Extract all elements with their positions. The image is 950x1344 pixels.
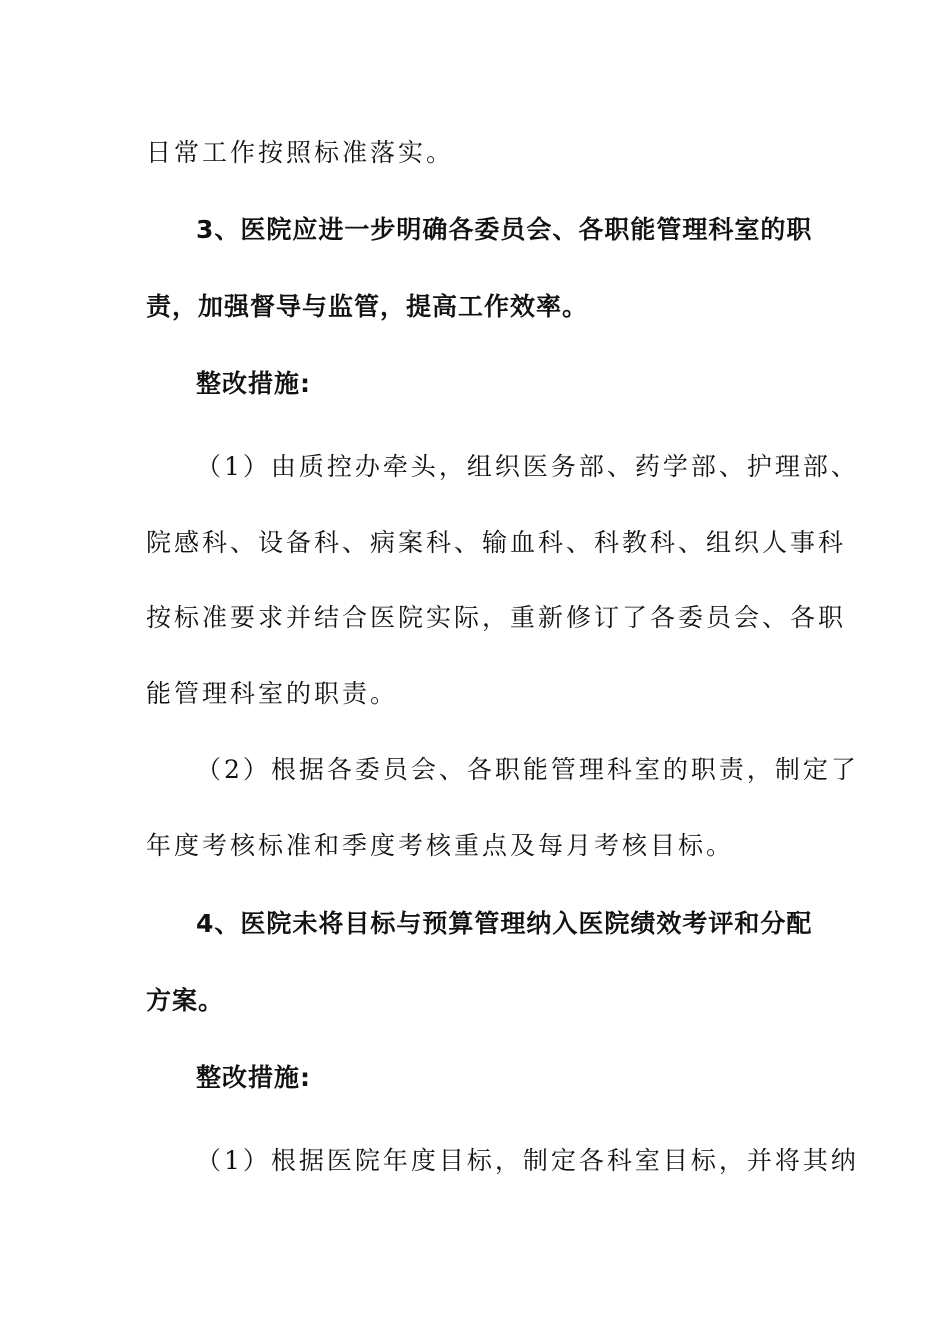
section-heading-3: 3、医院应进一步明确各委员会、各职能管理科室的职	[196, 215, 813, 244]
measure-item-1-continued: 能管理科室的职责。	[146, 679, 399, 708]
measure-item-1-continued: 按标准要求并结合医院实际，重新修订了各委员会、各职	[146, 603, 847, 632]
measure-item-2: （2）根据各委员会、各职能管理科室的职责，制定了	[196, 755, 859, 784]
section-heading-3-continued: 责，加强督导与监管，提高工作效率。	[146, 292, 589, 321]
rectification-measures-heading: 整改措施:	[196, 369, 311, 398]
measure-item-2-continued: 年度考核标准和季度考核重点及每月考核目标。	[146, 831, 735, 860]
rectification-measures-heading: 整改措施:	[196, 1063, 311, 1092]
measure-item-1: （1）根据医院年度目标，制定各科室目标，并将其纳	[196, 1146, 859, 1175]
section-heading-4: 4、医院未将目标与预算管理纳入医院绩效考评和分配	[196, 909, 813, 938]
section-heading-4-continued: 方案。	[146, 986, 225, 1015]
paragraph-line: 日常工作按照标准落实。	[146, 138, 455, 167]
measure-item-1-continued: 院感科、设备科、病案科、输血科、科教科、组织人事科	[146, 528, 847, 557]
measure-item-1: （1）由质控办牵头，组织医务部、药学部、护理部、	[196, 452, 859, 481]
